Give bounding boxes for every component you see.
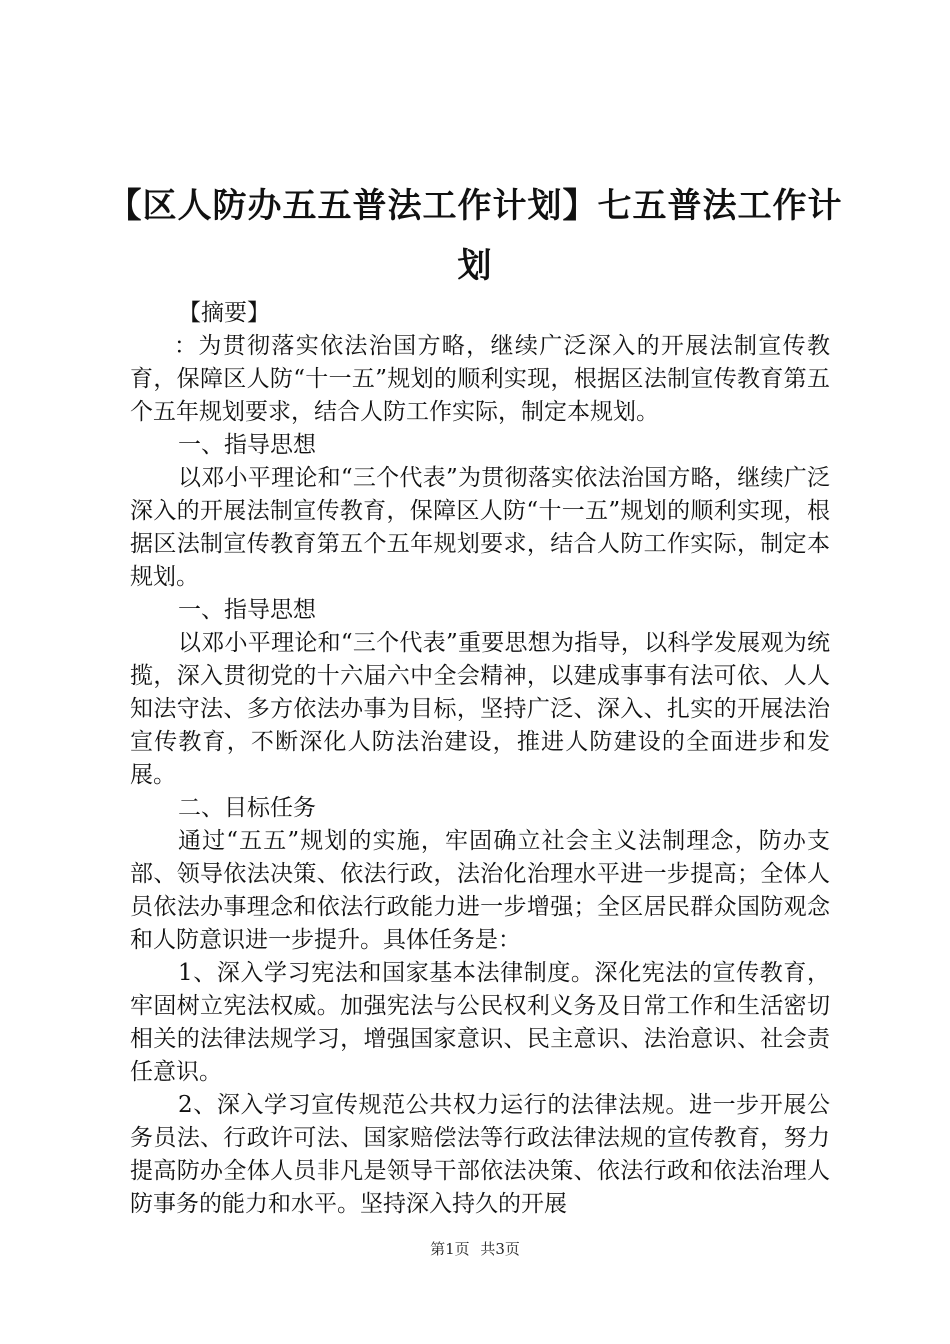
section-heading: 二、目标任务	[178, 795, 316, 821]
section-heading: 一、指导思想	[178, 432, 316, 458]
page-footer	[0, 1239, 950, 1259]
body-paragraph: 以邓小平理论和“三个代表”为贯彻落实依法治国方略，继续广泛深入的开展法制宣传教育，保障区人防“十一五”规划的顺利实现，根据区法制宣传教育第五个五年规划要求，结合人防工作实际，制定本规划。	[130, 465, 830, 590]
list-item: 1、深入学习宪法和国家基本法律制度。深化宪法的宣传教育，牢固树立宪法权威。加强宪法与公民权利义务及日常工作和生活密切相关的法律法规学习，增强国家意识、民主意识、法治意识、社会责任意识。	[130, 960, 830, 1085]
section-heading: 一、指导思想	[178, 597, 316, 623]
document-title: 【区人防办五五普法工作计划】七五普法工作计划	[107, 186, 843, 286]
page-number: 第1页	[430, 1240, 470, 1258]
abstract-heading: 【摘要】	[178, 300, 270, 326]
total-pages: 共3页	[480, 1240, 520, 1258]
body-paragraph: 以邓小平理论和“三个代表”重要思想为指导，以科学发展观为统揽，深入贯彻党的十六届六中全会精神，以建成事事有法可依、人人知法守法、多方依法办事为目标，坚持广泛、深入、扎实的开展法治宣传教育，不断深化人防法治建设，推进人防建设的全面进步和发展。	[130, 630, 830, 788]
abstract-paragraph: ：为贯彻落实依法治国方略，继续广泛深入的开展法制宣传教育，保障区人防“十一五”规划的顺利实现，根据区法制宣传教育第五个五年规划要求，结合人防工作实际，制定本规划。	[130, 333, 830, 425]
list-item: 2、深入学习宣传规范公共权力运行的法律法规。进一步开展公务员法、行政许可法、国家赔偿法等行政法律法规的宣传教育，努力提高防办全体人员非凡是领导干部依法决策、依法行政和依法治理人防事务的能力和水平。坚持深入持久的开展	[130, 1092, 830, 1217]
document-body	[130, 297, 830, 1221]
body-paragraph: 通过“五五”规划的实施，牢固确立社会主义法制理念，防办支部、领导依法决策、依法行政，法治化治理水平进一步提高；全体人员依法办事理念和依法行政能力进一步增强；全区居民群众国防观念和人防意识进一步提升。具体任务是：	[130, 828, 830, 953]
